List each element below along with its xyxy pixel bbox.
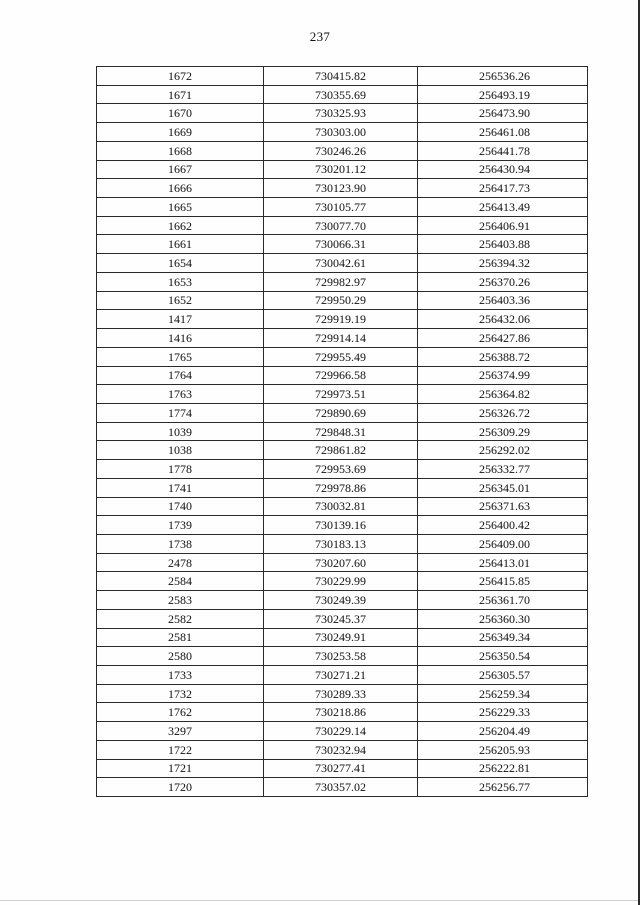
y-coordinate-cell: 256204.49 (418, 722, 588, 741)
x-coordinate-cell: 730229.14 (264, 722, 418, 741)
table-row (97, 684, 588, 703)
point-number-cell: 1762 (97, 703, 264, 722)
point-number-cell: 1654 (97, 254, 264, 273)
point-number-cell: 1417 (97, 310, 264, 329)
point-number-cell: 1774 (97, 403, 264, 422)
table-row (97, 647, 588, 666)
x-coordinate-cell: 729914.14 (264, 329, 418, 348)
y-coordinate-cell: 256409.00 (418, 534, 588, 553)
x-coordinate-cell: 730253.58 (264, 647, 418, 666)
y-coordinate-cell: 256413.49 (418, 198, 588, 217)
y-coordinate-cell: 256360.30 (418, 609, 588, 628)
table-row (97, 534, 588, 553)
x-coordinate-cell: 729955.49 (264, 347, 418, 366)
x-coordinate-cell: 730218.86 (264, 703, 418, 722)
x-coordinate-cell: 729953.69 (264, 460, 418, 479)
point-number-cell: 1669 (97, 123, 264, 142)
point-number-cell: 2584 (97, 572, 264, 591)
x-coordinate-cell: 730246.26 (264, 141, 418, 160)
table-row (97, 759, 588, 778)
y-coordinate-cell: 256417.73 (418, 179, 588, 198)
x-coordinate-cell: 729861.82 (264, 441, 418, 460)
y-coordinate-cell: 256326.72 (418, 403, 588, 422)
table-row (97, 460, 588, 479)
y-coordinate-cell: 256205.93 (418, 740, 588, 759)
point-number-cell: 1765 (97, 347, 264, 366)
point-number-cell: 2583 (97, 591, 264, 610)
table-row (97, 703, 588, 722)
x-coordinate-cell: 730139.16 (264, 516, 418, 535)
y-coordinate-cell: 256413.01 (418, 553, 588, 572)
point-number-cell: 1668 (97, 141, 264, 160)
x-coordinate-cell: 730105.77 (264, 198, 418, 217)
table-row (97, 254, 588, 273)
table-row (97, 778, 588, 797)
table-row (97, 722, 588, 741)
y-coordinate-cell: 256493.19 (418, 85, 588, 104)
y-coordinate-cell: 256305.57 (418, 666, 588, 685)
y-coordinate-cell: 256441.78 (418, 141, 588, 160)
x-coordinate-cell: 729978.86 (264, 478, 418, 497)
table-row (97, 591, 588, 610)
x-coordinate-cell: 730277.41 (264, 759, 418, 778)
point-number-cell: 1038 (97, 441, 264, 460)
point-number-cell: 1763 (97, 385, 264, 404)
point-number-cell: 1732 (97, 684, 264, 703)
y-coordinate-cell: 256370.26 (418, 272, 588, 291)
y-coordinate-cell: 256374.99 (418, 366, 588, 385)
y-coordinate-cell: 256400.42 (418, 516, 588, 535)
point-number-cell: 1778 (97, 460, 264, 479)
table-row (97, 478, 588, 497)
y-coordinate-cell: 256349.34 (418, 628, 588, 647)
table-row (97, 141, 588, 160)
point-number-cell: 1738 (97, 534, 264, 553)
table-row (97, 572, 588, 591)
point-number-cell: 1764 (97, 366, 264, 385)
table-row (97, 422, 588, 441)
point-number-cell: 1722 (97, 740, 264, 759)
x-coordinate-cell: 730229.99 (264, 572, 418, 591)
table-row (97, 216, 588, 235)
table-row (97, 553, 588, 572)
point-number-cell: 1733 (97, 666, 264, 685)
y-coordinate-cell: 256394.32 (418, 254, 588, 273)
table-row (97, 235, 588, 254)
point-number-cell: 2580 (97, 647, 264, 666)
table-row (97, 160, 588, 179)
y-coordinate-cell: 256406.91 (418, 216, 588, 235)
x-coordinate-cell: 730066.31 (264, 235, 418, 254)
y-coordinate-cell: 256473.90 (418, 104, 588, 123)
x-coordinate-cell: 729919.19 (264, 310, 418, 329)
y-coordinate-cell: 256403.88 (418, 235, 588, 254)
y-coordinate-cell: 256403.36 (418, 291, 588, 310)
point-number-cell: 2581 (97, 628, 264, 647)
point-number-cell: 1666 (97, 179, 264, 198)
point-number-cell: 1721 (97, 759, 264, 778)
table-row (97, 497, 588, 516)
coordinates-table (96, 66, 588, 797)
x-coordinate-cell: 730289.33 (264, 684, 418, 703)
point-number-cell: 1665 (97, 198, 264, 217)
x-coordinate-cell: 730249.91 (264, 628, 418, 647)
x-coordinate-cell: 729973.51 (264, 385, 418, 404)
x-coordinate-cell: 730183.13 (264, 534, 418, 553)
point-number-cell: 1653 (97, 272, 264, 291)
point-number-cell: 1741 (97, 478, 264, 497)
table-row (97, 441, 588, 460)
point-number-cell: 1671 (97, 85, 264, 104)
x-coordinate-cell: 729966.58 (264, 366, 418, 385)
x-coordinate-cell: 730271.21 (264, 666, 418, 685)
y-coordinate-cell: 256350.54 (418, 647, 588, 666)
table-row (97, 179, 588, 198)
y-coordinate-cell: 256430.94 (418, 160, 588, 179)
table-row (97, 628, 588, 647)
x-coordinate-cell: 730415.82 (264, 67, 418, 86)
y-coordinate-cell: 256222.81 (418, 759, 588, 778)
x-coordinate-cell: 730032.81 (264, 497, 418, 516)
y-coordinate-cell: 256345.01 (418, 478, 588, 497)
y-coordinate-cell: 256432.06 (418, 310, 588, 329)
y-coordinate-cell: 256332.77 (418, 460, 588, 479)
point-number-cell: 1661 (97, 235, 264, 254)
point-number-cell: 1039 (97, 422, 264, 441)
y-coordinate-cell: 256388.72 (418, 347, 588, 366)
table-row (97, 310, 588, 329)
y-coordinate-cell: 256256.77 (418, 778, 588, 797)
table-row (97, 740, 588, 759)
table-row (97, 366, 588, 385)
y-coordinate-cell: 256364.82 (418, 385, 588, 404)
point-number-cell: 1662 (97, 216, 264, 235)
x-coordinate-cell: 730042.61 (264, 254, 418, 273)
coordinates-table-body (97, 67, 588, 797)
point-number-cell: 1740 (97, 497, 264, 516)
scan-edge-bottom (0, 900, 640, 901)
table-row (97, 272, 588, 291)
table-row (97, 85, 588, 104)
table-row (97, 516, 588, 535)
table-row (97, 123, 588, 142)
point-number-cell: 1739 (97, 516, 264, 535)
table-row (97, 291, 588, 310)
x-coordinate-cell: 729848.31 (264, 422, 418, 441)
point-number-cell: 1670 (97, 104, 264, 123)
point-number-cell: 1720 (97, 778, 264, 797)
point-number-cell: 1667 (97, 160, 264, 179)
point-number-cell: 3297 (97, 722, 264, 741)
table-row (97, 347, 588, 366)
x-coordinate-cell: 730207.60 (264, 553, 418, 572)
x-coordinate-cell: 730355.69 (264, 85, 418, 104)
y-coordinate-cell: 256361.70 (418, 591, 588, 610)
x-coordinate-cell: 729950.29 (264, 291, 418, 310)
table-row (97, 403, 588, 422)
x-coordinate-cell: 730357.02 (264, 778, 418, 797)
x-coordinate-cell: 729890.69 (264, 403, 418, 422)
x-coordinate-cell: 730201.12 (264, 160, 418, 179)
x-coordinate-cell: 730077.70 (264, 216, 418, 235)
y-coordinate-cell: 256536.26 (418, 67, 588, 86)
table-row (97, 385, 588, 404)
y-coordinate-cell: 256427.86 (418, 329, 588, 348)
table-row (97, 67, 588, 86)
point-number-cell: 1652 (97, 291, 264, 310)
x-coordinate-cell: 730249.39 (264, 591, 418, 610)
x-coordinate-cell: 730123.90 (264, 179, 418, 198)
y-coordinate-cell: 256229.33 (418, 703, 588, 722)
y-coordinate-cell: 256461.08 (418, 123, 588, 142)
x-coordinate-cell: 730303.00 (264, 123, 418, 142)
point-number-cell: 1672 (97, 67, 264, 86)
table-row (97, 104, 588, 123)
x-coordinate-cell: 730232.94 (264, 740, 418, 759)
y-coordinate-cell: 256309.29 (418, 422, 588, 441)
y-coordinate-cell: 256415.85 (418, 572, 588, 591)
table-row (97, 329, 588, 348)
table-row (97, 198, 588, 217)
point-number-cell: 2478 (97, 553, 264, 572)
x-coordinate-cell: 729982.97 (264, 272, 418, 291)
page-number: 237 (309, 29, 331, 44)
table-row (97, 609, 588, 628)
table-row (97, 666, 588, 685)
x-coordinate-cell: 730325.93 (264, 104, 418, 123)
point-number-cell: 1416 (97, 329, 264, 348)
y-coordinate-cell: 256371.63 (418, 497, 588, 516)
x-coordinate-cell: 730245.37 (264, 609, 418, 628)
point-number-cell: 2582 (97, 609, 264, 628)
y-coordinate-cell: 256292.02 (418, 441, 588, 460)
y-coordinate-cell: 256259.34 (418, 684, 588, 703)
